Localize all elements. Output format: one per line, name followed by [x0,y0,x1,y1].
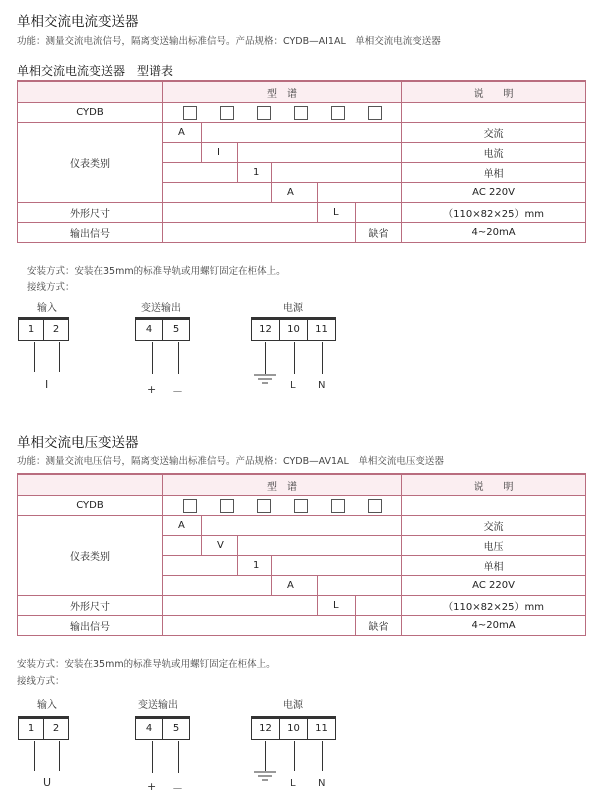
size-label: 外形尺寸 [18,203,163,223]
blank-cell [163,616,356,636]
code-box [368,499,382,513]
wire [178,342,179,374]
section2-wiring-label: 接线方式： [17,676,65,687]
code-box [257,106,271,120]
ground-icon [254,771,276,781]
desc-ac220: AC 220V [402,576,586,596]
section1-description [17,33,441,47]
terminal-11: 11 [307,320,335,340]
model-code-boxes [163,496,402,516]
blank-cell [163,556,238,576]
minus-symbol: － [172,782,183,795]
code-box [220,499,234,513]
header-blank [18,81,163,103]
header-blank [18,474,163,496]
type-label: 仪表类别 [18,123,163,203]
blank-cell [202,516,402,536]
desc-current: 电流 [402,143,586,163]
terminal-10: 10 [279,320,307,340]
wire [59,342,60,372]
code-box [331,106,345,120]
output-label: 输出信号 [18,223,163,243]
wire [265,342,266,374]
code-box [294,499,308,513]
section2-install: 安装方式：安装在35mm的标准导轨或用螺钉固定在柜体上。 [17,659,276,670]
output-caption: 变送输出 [138,700,178,711]
wire [265,741,266,771]
current-symbol: I [45,378,49,391]
blank-cell [238,536,402,556]
type-label: 仪表类别 [18,516,163,596]
size-label: 外形尺寸 [18,596,163,616]
terminal-4: 4 [145,324,153,335]
desc-single: 单相 [402,556,586,576]
voltage-symbol: U [43,776,52,789]
desc-ac: 交流 [402,123,586,143]
wire [322,342,323,374]
output-label: 输出信号 [18,616,163,636]
blank-cell [356,596,402,616]
blank-cell [402,496,586,516]
desc-single: 单相 [402,163,586,183]
terminal-1: 1 [27,324,35,335]
blank-cell [163,536,202,556]
n-symbol: N [318,778,326,789]
terminal-12: 12 [259,723,272,734]
terminal-11: 11 [307,719,335,739]
code-box [183,106,197,120]
input-terminal [18,716,69,740]
code-a2: A [272,576,318,596]
wire [152,342,153,374]
model-code-boxes [163,103,402,123]
section1-model-table [17,80,586,243]
terminal-2: 2 [43,719,68,739]
output-caption: 变送输出 [141,303,181,314]
wire [322,741,323,771]
code-a2: A [272,183,318,203]
blank-cell [318,576,402,596]
desc-label: 功能： [17,456,46,467]
code-box [183,499,197,513]
power-terminal [251,317,336,341]
section1-wiring-label: 接线方式： [27,282,75,293]
section1-install: 安装方式：安装在35mm的标准导轨或用螺钉固定在柜体上。 [27,266,286,277]
blank-cell [163,576,272,596]
wire [294,741,295,771]
wire [34,342,35,372]
terminal-2: 2 [43,320,68,340]
section1-table-title: 单相交流电流变送器 型谱表 [17,64,174,78]
size-code: L [318,596,356,616]
code-box [368,106,382,120]
desc-ac220: AC 220V [402,183,586,203]
section2-description [17,453,444,467]
code-1: 1 [238,556,272,576]
input-terminal [18,317,69,341]
output-desc: 4~20mA [402,223,586,243]
section1-title: 单相交流电流变送器 [17,14,139,30]
blank-cell [318,183,402,203]
power-caption: 电源 [283,700,303,711]
blank-cell [272,556,402,576]
wire [34,741,35,771]
desc-voltage: 电压 [402,536,586,556]
input-caption: 输入 [37,303,57,314]
plus-symbol: + [147,780,157,793]
output-terminal [135,716,190,740]
header-desc: 说 明 [402,81,586,103]
output-code: 缺省 [356,223,402,243]
code-box [331,499,345,513]
terminal-5: 5 [162,719,189,739]
size-code: L [318,203,356,223]
cydb-label: CYDB [18,496,163,516]
plus-symbol: + [147,383,157,396]
l-symbol: L [290,380,296,391]
blank-cell [402,103,586,123]
code-a: A [163,516,202,536]
terminal-5: 5 [162,320,189,340]
code-a: A [163,123,202,143]
n-symbol: N [318,380,326,391]
wire [152,741,153,773]
blank-cell [202,123,402,143]
wire [294,342,295,374]
header-model: 型 谱 [163,81,402,103]
blank-cell [163,163,238,183]
terminal-4: 4 [145,723,153,734]
blank-cell [163,223,356,243]
output-code: 缺省 [356,616,402,636]
power-terminal [251,716,336,740]
blank-cell [163,203,318,223]
header-model: 型 谱 [163,474,402,496]
size-desc: （110×82×25）mm [402,596,586,616]
section2-title: 单相交流电压变送器 [17,435,139,451]
desc-text: 测量交流电流信号，隔离变送输出标准信号。产品规格：CYDB—AI1AL 单相交流电流变送器 [45,36,441,47]
code-i: I [202,143,238,163]
code-v: V [202,536,238,556]
blank-cell [272,163,402,183]
blank-cell [163,143,202,163]
desc-label: 功能： [17,36,46,47]
minus-symbol: － [172,385,183,398]
output-desc: 4~20mA [402,616,586,636]
blank-cell [163,596,318,616]
code-box [294,106,308,120]
input-caption: 输入 [37,700,57,711]
desc-text: 测量交流电压信号，隔离变送输出标准信号。产品规格：CYDB—AV1AL 单相交流电压变送器 [45,456,444,467]
terminal-10: 10 [279,719,307,739]
blank-cell [356,203,402,223]
wire [59,741,60,771]
wire [178,741,179,773]
l-symbol: L [290,778,296,789]
blank-cell [238,143,402,163]
blank-cell [163,183,272,203]
terminal-1: 1 [27,723,35,734]
header-desc: 说 明 [402,474,586,496]
section2-model-table [17,473,586,636]
code-box [257,499,271,513]
desc-ac: 交流 [402,516,586,536]
power-caption: 电源 [283,303,303,314]
code-1: 1 [238,163,272,183]
terminal-12: 12 [259,324,272,335]
output-terminal [135,317,190,341]
code-box [220,106,234,120]
cydb-label: CYDB [18,103,163,123]
ground-icon [254,374,276,384]
size-desc: （110×82×25）mm [402,203,586,223]
